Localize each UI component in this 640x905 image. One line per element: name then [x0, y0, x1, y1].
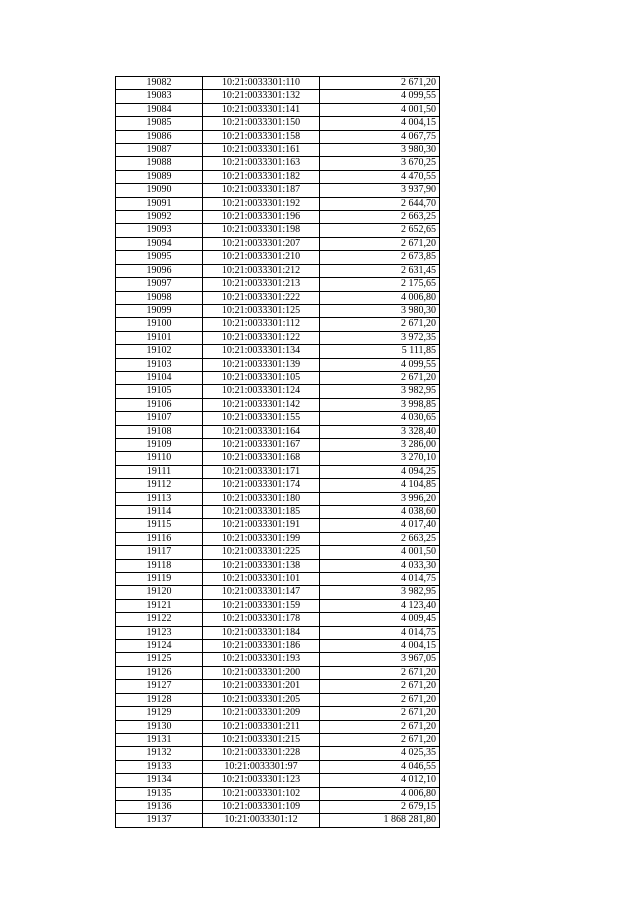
- row-number-cell: 19133: [116, 760, 203, 773]
- table-row: [116, 398, 440, 411]
- value-cell: 4 014,75: [320, 626, 440, 639]
- value-cell: 4 004,15: [320, 640, 440, 653]
- cadastral-number-cell: 10:21:0033301:225: [203, 546, 320, 559]
- cadastral-number-cell: 10:21:0033301:222: [203, 291, 320, 304]
- row-number-cell: 19124: [116, 640, 203, 653]
- row-number-cell: 19122: [116, 613, 203, 626]
- cadastral-number-cell: 10:21:0033301:110: [203, 77, 320, 90]
- row-number-cell: 19132: [116, 747, 203, 760]
- cadastral-number-cell: 10:21:0033301:191: [203, 519, 320, 532]
- value-cell: 4 001,50: [320, 103, 440, 116]
- value-cell: 2 631,45: [320, 264, 440, 277]
- cadastral-number-cell: 10:21:0033301:168: [203, 452, 320, 465]
- row-number-cell: 19119: [116, 573, 203, 586]
- table-row: [116, 559, 440, 572]
- value-cell: 3 982,95: [320, 586, 440, 599]
- row-number-cell: 19131: [116, 733, 203, 746]
- cadastral-number-cell: 10:21:0033301:186: [203, 640, 320, 653]
- cadastral-number-cell: 10:21:0033301:228: [203, 747, 320, 760]
- cadastral-number-cell: 10:21:0033301:12: [203, 814, 320, 827]
- row-number-cell: 19114: [116, 506, 203, 519]
- cadastral-number-cell: 10:21:0033301:139: [203, 358, 320, 371]
- table-row: [116, 264, 440, 277]
- cadastral-number-cell: 10:21:0033301:134: [203, 345, 320, 358]
- row-number-cell: 19094: [116, 237, 203, 250]
- value-cell: 4 017,40: [320, 519, 440, 532]
- row-number-cell: 19095: [116, 251, 203, 264]
- table-row: [116, 197, 440, 210]
- cadastral-number-cell: 10:21:0033301:211: [203, 720, 320, 733]
- cadastral-number-cell: 10:21:0033301:132: [203, 90, 320, 103]
- value-cell: 4 004,15: [320, 117, 440, 130]
- row-number-cell: 19087: [116, 144, 203, 157]
- cadastral-number-cell: 10:21:0033301:101: [203, 573, 320, 586]
- row-number-cell: 19105: [116, 385, 203, 398]
- value-cell: 3 996,20: [320, 492, 440, 505]
- cadastral-number-cell: 10:21:0033301:212: [203, 264, 320, 277]
- cadastral-number-cell: 10:21:0033301:180: [203, 492, 320, 505]
- value-cell: 2 679,15: [320, 800, 440, 813]
- table-row: [116, 412, 440, 425]
- cadastral-number-cell: 10:21:0033301:187: [203, 184, 320, 197]
- row-number-cell: 19089: [116, 170, 203, 183]
- table-row: [116, 626, 440, 639]
- row-number-cell: 19088: [116, 157, 203, 170]
- cadastral-number-cell: 10:21:0033301:185: [203, 506, 320, 519]
- cadastral-number-cell: 10:21:0033301:192: [203, 197, 320, 210]
- table-row: [116, 345, 440, 358]
- cadastral-number-cell: 10:21:0033301:213: [203, 278, 320, 291]
- row-number-cell: 19116: [116, 532, 203, 545]
- cadastral-number-cell: 10:21:0033301:161: [203, 144, 320, 157]
- value-cell: 3 982,95: [320, 385, 440, 398]
- cadastral-number-cell: 10:21:0033301:97: [203, 760, 320, 773]
- cadastral-number-cell: 10:21:0033301:159: [203, 599, 320, 612]
- table-row: [116, 586, 440, 599]
- table-row: [116, 331, 440, 344]
- cadastral-number-cell: 10:21:0033301:174: [203, 479, 320, 492]
- value-cell: 3 980,30: [320, 144, 440, 157]
- row-number-cell: 19106: [116, 398, 203, 411]
- row-number-cell: 19109: [116, 438, 203, 451]
- cadastral-number-cell: 10:21:0033301:182: [203, 170, 320, 183]
- value-cell: 4 104,85: [320, 479, 440, 492]
- table-row: [116, 385, 440, 398]
- cadastral-number-cell: 10:21:0033301:147: [203, 586, 320, 599]
- value-cell: 2 671,20: [320, 720, 440, 733]
- table-row: [116, 157, 440, 170]
- cadastral-number-cell: 10:21:0033301:163: [203, 157, 320, 170]
- row-number-cell: 19118: [116, 559, 203, 572]
- value-cell: 4 046,55: [320, 760, 440, 773]
- cadastral-number-cell: 10:21:0033301:155: [203, 412, 320, 425]
- table-row: [116, 170, 440, 183]
- table-row: [116, 814, 440, 827]
- row-number-cell: 19135: [116, 787, 203, 800]
- table-row: [116, 680, 440, 693]
- row-number-cell: 19103: [116, 358, 203, 371]
- cadastral-number-cell: 10:21:0033301:207: [203, 237, 320, 250]
- cadastral-number-cell: 10:21:0033301:102: [203, 787, 320, 800]
- table-row: [116, 693, 440, 706]
- cadastral-number-cell: 10:21:0033301:201: [203, 680, 320, 693]
- row-number-cell: 19115: [116, 519, 203, 532]
- row-number-cell: 19100: [116, 318, 203, 331]
- table-row: [116, 492, 440, 505]
- value-cell: 2 671,20: [320, 666, 440, 679]
- table-row: [116, 519, 440, 532]
- cadastral-number-cell: 10:21:0033301:122: [203, 331, 320, 344]
- row-number-cell: 19129: [116, 707, 203, 720]
- value-cell: 4 067,75: [320, 130, 440, 143]
- row-number-cell: 19101: [116, 331, 203, 344]
- value-cell: 2 663,25: [320, 211, 440, 224]
- table-row: [116, 599, 440, 612]
- value-cell: 2 671,20: [320, 693, 440, 706]
- value-cell: 4 470,55: [320, 170, 440, 183]
- table-row: [116, 144, 440, 157]
- table-row: [116, 103, 440, 116]
- cadastral-number-cell: 10:21:0033301:124: [203, 385, 320, 398]
- table-row: [116, 666, 440, 679]
- value-cell: 5 111,85: [320, 345, 440, 358]
- table-row: [116, 546, 440, 559]
- value-cell: 2 671,20: [320, 318, 440, 331]
- table-row: [116, 251, 440, 264]
- table-row: [116, 613, 440, 626]
- row-number-cell: 19083: [116, 90, 203, 103]
- table-row: [116, 304, 440, 317]
- table-row: [116, 465, 440, 478]
- cadastral-number-cell: 10:21:0033301:142: [203, 398, 320, 411]
- cadastral-number-cell: 10:21:0033301:200: [203, 666, 320, 679]
- row-number-cell: 19107: [116, 412, 203, 425]
- table-row: [116, 130, 440, 143]
- value-cell: 3 998,85: [320, 398, 440, 411]
- table-row: [116, 90, 440, 103]
- row-number-cell: 19123: [116, 626, 203, 639]
- value-cell: 4 006,80: [320, 787, 440, 800]
- table-row: [116, 733, 440, 746]
- cadastral-number-cell: 10:21:0033301:209: [203, 707, 320, 720]
- table-row: [116, 573, 440, 586]
- cadastral-number-cell: 10:21:0033301:199: [203, 532, 320, 545]
- cadastral-number-cell: 10:21:0033301:178: [203, 613, 320, 626]
- table-row: [116, 479, 440, 492]
- table-row: [116, 224, 440, 237]
- value-cell: 4 025,35: [320, 747, 440, 760]
- cadastral-number-cell: 10:21:0033301:210: [203, 251, 320, 264]
- row-number-cell: 19102: [116, 345, 203, 358]
- cadastral-number-cell: 10:21:0033301:138: [203, 559, 320, 572]
- table-row: [116, 720, 440, 733]
- row-number-cell: 19085: [116, 117, 203, 130]
- cadastral-number-cell: 10:21:0033301:198: [203, 224, 320, 237]
- table-body: [116, 77, 440, 828]
- value-cell: 4 014,75: [320, 573, 440, 586]
- table-row: [116, 117, 440, 130]
- row-number-cell: 19126: [116, 666, 203, 679]
- table-row: [116, 237, 440, 250]
- cadastral-number-cell: 10:21:0033301:167: [203, 438, 320, 451]
- cadastral-number-cell: 10:21:0033301:123: [203, 774, 320, 787]
- value-cell: 1 868 281,80: [320, 814, 440, 827]
- table-row: [116, 371, 440, 384]
- cadastral-number-cell: 10:21:0033301:184: [203, 626, 320, 639]
- table-row: [116, 774, 440, 787]
- table-row: [116, 438, 440, 451]
- value-cell: 3 270,10: [320, 452, 440, 465]
- cadastral-number-cell: 10:21:0033301:150: [203, 117, 320, 130]
- table-row: [116, 278, 440, 291]
- row-number-cell: 19108: [116, 425, 203, 438]
- row-number-cell: 19090: [116, 184, 203, 197]
- cadastral-number-cell: 10:21:0033301:196: [203, 211, 320, 224]
- value-cell: 3 937,90: [320, 184, 440, 197]
- row-number-cell: 19111: [116, 465, 203, 478]
- row-number-cell: 19098: [116, 291, 203, 304]
- value-cell: 2 652,65: [320, 224, 440, 237]
- value-cell: 4 012,10: [320, 774, 440, 787]
- value-cell: 2 671,20: [320, 733, 440, 746]
- value-cell: 2 671,20: [320, 237, 440, 250]
- value-cell: 3 286,00: [320, 438, 440, 451]
- cadastral-number-cell: 10:21:0033301:105: [203, 371, 320, 384]
- value-cell: 4 099,55: [320, 90, 440, 103]
- row-number-cell: 19092: [116, 211, 203, 224]
- table-row: [116, 707, 440, 720]
- value-cell: 2 673,85: [320, 251, 440, 264]
- cadastral-number-cell: 10:21:0033301:164: [203, 425, 320, 438]
- row-number-cell: 19130: [116, 720, 203, 733]
- table-row: [116, 318, 440, 331]
- value-cell: 4 001,50: [320, 546, 440, 559]
- cadastral-number-cell: 10:21:0033301:158: [203, 130, 320, 143]
- value-cell: 4 038,60: [320, 506, 440, 519]
- row-number-cell: 19097: [116, 278, 203, 291]
- value-cell: 3 980,30: [320, 304, 440, 317]
- table-row: [116, 653, 440, 666]
- table-row: [116, 358, 440, 371]
- row-number-cell: 19137: [116, 814, 203, 827]
- row-number-cell: 19112: [116, 479, 203, 492]
- row-number-cell: 19136: [116, 800, 203, 813]
- row-number-cell: 19093: [116, 224, 203, 237]
- table-row: [116, 425, 440, 438]
- row-number-cell: 19104: [116, 371, 203, 384]
- value-cell: 2 671,20: [320, 371, 440, 384]
- table-row: [116, 452, 440, 465]
- value-cell: 2 671,20: [320, 77, 440, 90]
- value-cell: 3 967,05: [320, 653, 440, 666]
- row-number-cell: 19121: [116, 599, 203, 612]
- row-number-cell: 19134: [116, 774, 203, 787]
- value-cell: 2 671,20: [320, 707, 440, 720]
- value-cell: 4 009,45: [320, 613, 440, 626]
- table-row: [116, 506, 440, 519]
- value-cell: 2 175,65: [320, 278, 440, 291]
- cadastral-number-cell: 10:21:0033301:193: [203, 653, 320, 666]
- row-number-cell: 19117: [116, 546, 203, 559]
- value-cell: 4 030,65: [320, 412, 440, 425]
- value-cell: 3 328,40: [320, 425, 440, 438]
- table-row: [116, 77, 440, 90]
- cadastral-number-cell: 10:21:0033301:112: [203, 318, 320, 331]
- value-cell: 4 099,55: [320, 358, 440, 371]
- row-number-cell: 19125: [116, 653, 203, 666]
- row-number-cell: 19099: [116, 304, 203, 317]
- cadastral-number-cell: 10:21:0033301:215: [203, 733, 320, 746]
- row-number-cell: 19113: [116, 492, 203, 505]
- table-row: [116, 747, 440, 760]
- table-row: [116, 787, 440, 800]
- value-cell: 2 663,25: [320, 532, 440, 545]
- cadastral-number-cell: 10:21:0033301:141: [203, 103, 320, 116]
- row-number-cell: 19091: [116, 197, 203, 210]
- value-cell: 4 006,80: [320, 291, 440, 304]
- row-number-cell: 19127: [116, 680, 203, 693]
- row-number-cell: 19096: [116, 264, 203, 277]
- row-number-cell: 19110: [116, 452, 203, 465]
- row-number-cell: 19082: [116, 77, 203, 90]
- value-cell: 3 972,35: [320, 331, 440, 344]
- value-cell: 3 670,25: [320, 157, 440, 170]
- cadastral-number-cell: 10:21:0033301:171: [203, 465, 320, 478]
- table-row: [116, 760, 440, 773]
- table-row: [116, 532, 440, 545]
- table-row: [116, 291, 440, 304]
- cadastral-number-cell: 10:21:0033301:109: [203, 800, 320, 813]
- value-cell: 4 123,40: [320, 599, 440, 612]
- table-row: [116, 800, 440, 813]
- table-row: [116, 211, 440, 224]
- value-cell: 2 644,70: [320, 197, 440, 210]
- cadastral-number-cell: 10:21:0033301:125: [203, 304, 320, 317]
- table-row: [116, 640, 440, 653]
- row-number-cell: 19084: [116, 103, 203, 116]
- value-cell: 4 094,25: [320, 465, 440, 478]
- value-cell: 2 671,20: [320, 680, 440, 693]
- cadastral-number-cell: 10:21:0033301:205: [203, 693, 320, 706]
- row-number-cell: 19128: [116, 693, 203, 706]
- data-table: [115, 76, 440, 828]
- row-number-cell: 19086: [116, 130, 203, 143]
- row-number-cell: 19120: [116, 586, 203, 599]
- value-cell: 4 033,30: [320, 559, 440, 572]
- table-row: [116, 184, 440, 197]
